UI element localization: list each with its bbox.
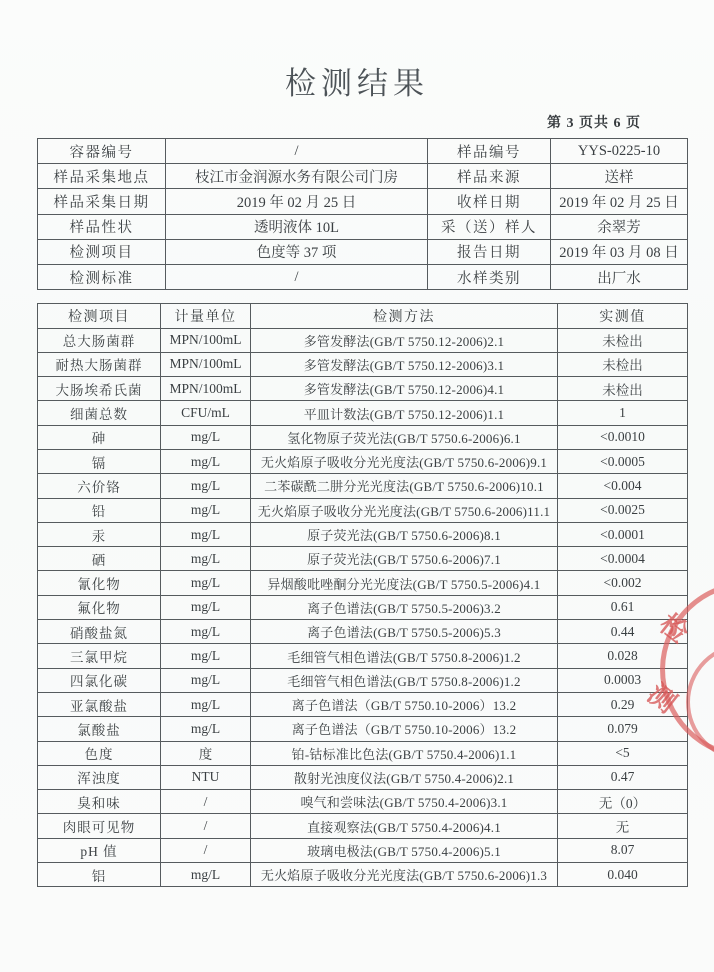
info-value-cell: 2019 年 02 月 25 日 [551, 189, 688, 214]
page-title: 检测结果 [285, 66, 429, 101]
result-method-cell: 平皿计数法(GB/T 5750.12-2006)1.1 [251, 401, 558, 425]
result-value-cell: 未检出 [558, 328, 688, 352]
result-unit-cell: mg/L [161, 547, 251, 571]
result-method-cell: 无火焰原子吸收分光光度法(GB/T 5750.6-2006)11.1 [251, 498, 558, 522]
result-unit-cell: / [161, 790, 251, 814]
info-value-cell: 2019 年 03 月 08 日 [551, 239, 688, 264]
info-label-cell: 报告日期 [428, 239, 551, 264]
table-row [38, 668, 688, 692]
table-row [38, 863, 688, 887]
result-item-cell: 肉眼可见物 [38, 814, 161, 838]
result-method-cell: 多管发酵法(GB/T 5750.12-2006)2.1 [251, 328, 558, 352]
info-value-cell: 枝江市金润源水务有限公司门房 [166, 164, 428, 189]
result-method-cell: 毛细管气相色谱法(GB/T 5750.8-2006)1.2 [251, 644, 558, 668]
result-method-cell: 离子色谱法(GB/T 5750.5-2006)5.3 [251, 620, 558, 644]
info-label-cell: 收样日期 [428, 189, 551, 214]
result-unit-cell: 度 [161, 741, 251, 765]
result-item-cell: 铅 [38, 498, 161, 522]
col-header-value: 实测值 [558, 304, 688, 329]
result-value-cell: 0.040 [558, 863, 688, 887]
result-unit-cell: mg/L [161, 692, 251, 716]
result-method-cell: 直接观察法(GB/T 5750.4-2006)4.1 [251, 814, 558, 838]
result-unit-cell: mg/L [161, 717, 251, 741]
result-method-cell: 离子色谱法（GB/T 5750.10-2006）13.2 [251, 717, 558, 741]
table-row [38, 644, 688, 668]
table-row [38, 474, 688, 498]
result-unit-cell: mg/L [161, 620, 251, 644]
result-unit-cell: mg/L [161, 595, 251, 619]
stamp-character: 测 [642, 678, 682, 719]
table-row [38, 765, 688, 789]
result-value-cell: 0.44 [558, 620, 688, 644]
result-method-cell: 无火焰原子吸收分光光度法(GB/T 5750.6-2006)1.3 [251, 863, 558, 887]
table-row [38, 377, 688, 401]
result-item-cell: 耐热大肠菌群 [38, 352, 161, 376]
result-method-cell: 无火焰原子吸收分光光度法(GB/T 5750.6-2006)9.1 [251, 449, 558, 473]
sample-info-table [37, 138, 688, 290]
result-unit-cell: mg/L [161, 863, 251, 887]
info-label-cell: 容器编号 [38, 139, 166, 164]
result-value-cell: 0.079 [558, 717, 688, 741]
table-row [38, 620, 688, 644]
result-unit-cell: CFU/mL [161, 401, 251, 425]
table-row [38, 741, 688, 765]
result-value-cell: 无（0） [558, 790, 688, 814]
info-label-cell: 检测项目 [38, 239, 166, 264]
info-value-cell: 余翠芳 [551, 214, 688, 239]
col-header-method: 检测方法 [251, 304, 558, 329]
result-item-cell: 硒 [38, 547, 161, 571]
table-row [38, 692, 688, 716]
result-value-cell: 0.29 [558, 692, 688, 716]
info-value-cell: 色度等 37 项 [166, 239, 428, 264]
info-label-cell: 样品性状 [38, 214, 166, 239]
result-item-cell: 氯酸盐 [38, 717, 161, 741]
info-label-cell: 检测标准 [38, 264, 166, 289]
stamp-character: 检 [654, 608, 694, 649]
result-value-cell: 8.07 [558, 838, 688, 862]
table-row [38, 814, 688, 838]
result-value-cell: <0.0025 [558, 498, 688, 522]
results-header-row [38, 304, 688, 329]
result-value-cell: 未检出 [558, 377, 688, 401]
result-unit-cell: MPN/100mL [161, 377, 251, 401]
result-unit-cell: mg/L [161, 474, 251, 498]
result-unit-cell: / [161, 814, 251, 838]
results-table-body [38, 328, 688, 887]
result-value-cell: 0.61 [558, 595, 688, 619]
table-row [38, 595, 688, 619]
result-value-cell: <0.004 [558, 474, 688, 498]
info-row [38, 164, 688, 189]
result-method-cell: 二苯碳酰二肼分光光度法(GB/T 5750.6-2006)10.1 [251, 474, 558, 498]
info-row [38, 189, 688, 214]
table-row [38, 498, 688, 522]
result-unit-cell: MPN/100mL [161, 352, 251, 376]
table-row [38, 352, 688, 376]
info-value-cell: 2019 年 02 月 25 日 [166, 189, 428, 214]
info-label-cell: 样品采集日期 [38, 189, 166, 214]
info-value-cell: 出厂水 [551, 264, 688, 289]
result-value-cell: <0.0001 [558, 522, 688, 546]
col-header-item: 检测项目 [38, 304, 161, 329]
info-label-cell: 样品来源 [428, 164, 551, 189]
result-unit-cell: mg/L [161, 449, 251, 473]
result-value-cell: 0.028 [558, 644, 688, 668]
result-item-cell: 细菌总数 [38, 401, 161, 425]
result-unit-cell: mg/L [161, 644, 251, 668]
result-unit-cell: mg/L [161, 498, 251, 522]
result-method-cell: 多管发酵法(GB/T 5750.12-2006)4.1 [251, 377, 558, 401]
result-item-cell: 硝酸盐氮 [38, 620, 161, 644]
table-row [38, 717, 688, 741]
info-row [38, 139, 688, 164]
info-value-cell: / [166, 264, 428, 289]
stamp-inner-ring-icon [686, 643, 714, 761]
result-unit-cell: mg/L [161, 668, 251, 692]
result-method-cell: 毛细管气相色谱法(GB/T 5750.8-2006)1.2 [251, 668, 558, 692]
result-unit-cell: mg/L [161, 425, 251, 449]
result-method-cell: 氢化物原子荧光法(GB/T 5750.6-2006)6.1 [251, 425, 558, 449]
table-row [38, 838, 688, 862]
table-row [38, 328, 688, 352]
result-method-cell: 异烟酸吡唑酮分光光度法(GB/T 5750.5-2006)4.1 [251, 571, 558, 595]
result-item-cell: 三氯甲烷 [38, 644, 161, 668]
result-method-cell: 嗅气和尝味法(GB/T 5750.4-2006)3.1 [251, 790, 558, 814]
table-row [38, 547, 688, 571]
result-item-cell: 总大肠菌群 [38, 328, 161, 352]
info-value-cell: 透明液体 10L [166, 214, 428, 239]
result-item-cell: 四氯化碳 [38, 668, 161, 692]
info-value-cell: / [166, 139, 428, 164]
result-value-cell: 未检出 [558, 352, 688, 376]
result-method-cell: 离子色谱法（GB/T 5750.10-2006）13.2 [251, 692, 558, 716]
table-row [38, 401, 688, 425]
result-item-cell: 砷 [38, 425, 161, 449]
result-item-cell: 六价铬 [38, 474, 161, 498]
info-value-cell: YYS-0225-10 [551, 139, 688, 164]
result-method-cell: 铂-钴标准比色法(GB/T 5750.4-2006)1.1 [251, 741, 558, 765]
result-item-cell: 氟化物 [38, 595, 161, 619]
result-item-cell: 镉 [38, 449, 161, 473]
table-row [38, 571, 688, 595]
result-value-cell: <5 [558, 741, 688, 765]
result-method-cell: 玻璃电极法(GB/T 5750.4-2006)5.1 [251, 838, 558, 862]
result-value-cell: <0.0010 [558, 425, 688, 449]
result-item-cell: 汞 [38, 522, 161, 546]
table-row [38, 790, 688, 814]
result-unit-cell: mg/L [161, 522, 251, 546]
result-value-cell: 0.47 [558, 765, 688, 789]
result-unit-cell: MPN/100mL [161, 328, 251, 352]
result-value-cell: <0.0005 [558, 449, 688, 473]
result-method-cell: 多管发酵法(GB/T 5750.12-2006)3.1 [251, 352, 558, 376]
info-row [38, 264, 688, 289]
result-unit-cell: mg/L [161, 571, 251, 595]
col-header-unit: 计量单位 [161, 304, 251, 329]
result-value-cell: 无 [558, 814, 688, 838]
result-method-cell: 离子色谱法(GB/T 5750.5-2006)3.2 [251, 595, 558, 619]
result-unit-cell: NTU [161, 765, 251, 789]
result-value-cell: <0.0004 [558, 547, 688, 571]
result-method-cell: 原子荧光法(GB/T 5750.6-2006)8.1 [251, 522, 558, 546]
test-results-table [37, 303, 688, 887]
result-value-cell: 1 [558, 401, 688, 425]
result-item-cell: 铝 [38, 863, 161, 887]
result-item-cell: 氰化物 [38, 571, 161, 595]
result-item-cell: 色度 [38, 741, 161, 765]
result-value-cell: 0.0003 [558, 668, 688, 692]
result-method-cell: 散射光浊度仪法(GB/T 5750.4-2006)2.1 [251, 765, 558, 789]
result-unit-cell: / [161, 838, 251, 862]
result-value-cell: <0.002 [558, 571, 688, 595]
info-label-cell: 水样类别 [428, 264, 551, 289]
result-item-cell: 大肠埃希氏菌 [38, 377, 161, 401]
result-item-cell: 浑浊度 [38, 765, 161, 789]
result-item-cell: pH 值 [38, 838, 161, 862]
info-table-body [38, 139, 688, 290]
info-label-cell: 样品编号 [428, 139, 551, 164]
result-item-cell: 臭和味 [38, 790, 161, 814]
table-row [38, 425, 688, 449]
table-row [38, 522, 688, 546]
info-label-cell: 采（送）样人 [428, 214, 551, 239]
table-row [38, 449, 688, 473]
info-row [38, 214, 688, 239]
info-label-cell: 样品采集地点 [38, 164, 166, 189]
result-method-cell: 原子荧光法(GB/T 5750.6-2006)7.1 [251, 547, 558, 571]
page-number-indicator: 第 3 页共 6 页 [547, 116, 641, 131]
result-item-cell: 亚氯酸盐 [38, 692, 161, 716]
info-row [38, 239, 688, 264]
info-value-cell: 送样 [551, 164, 688, 189]
